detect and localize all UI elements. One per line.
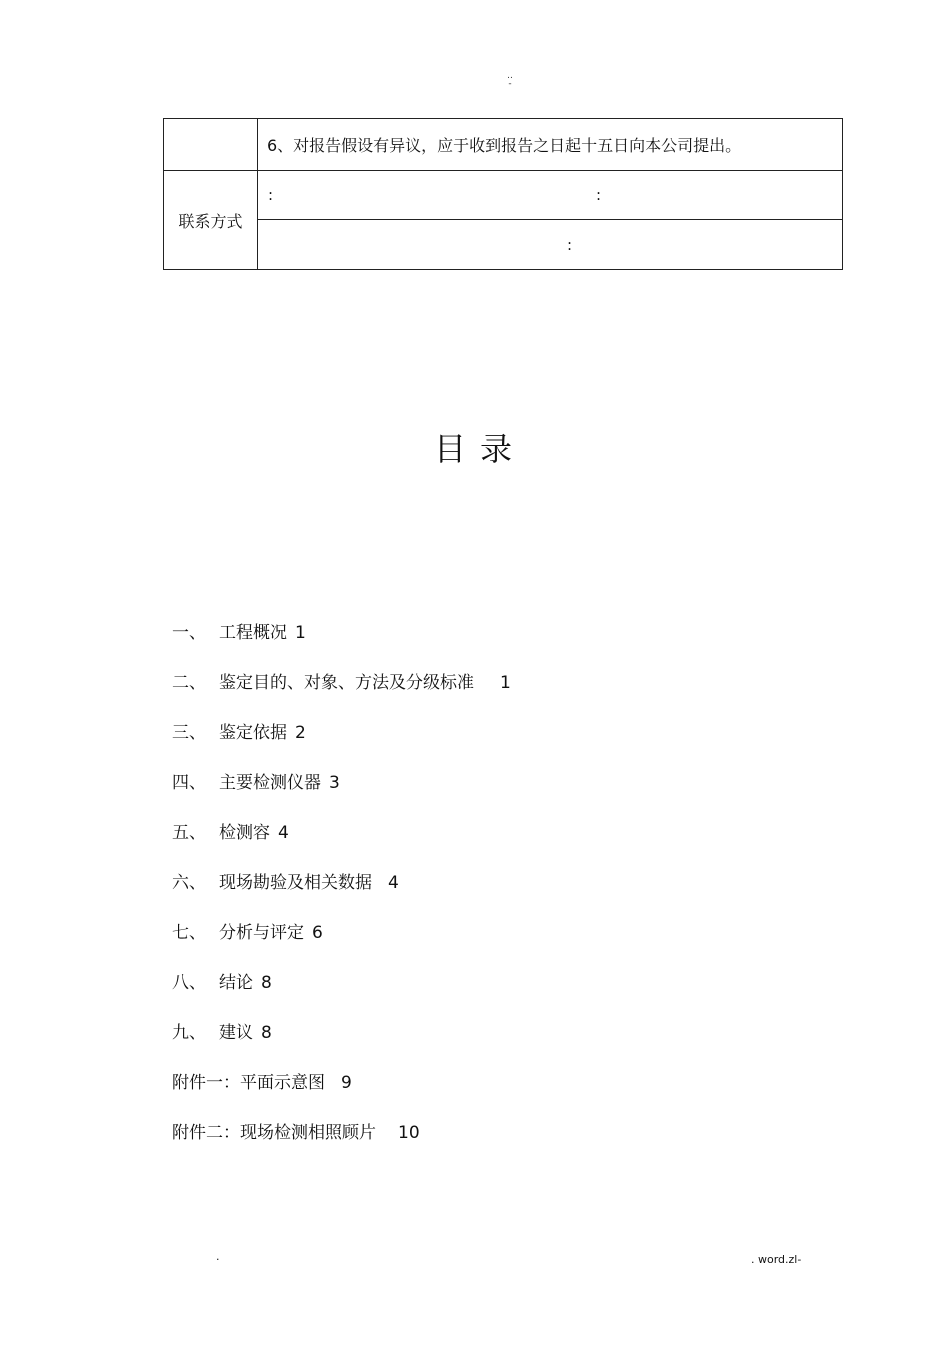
toc-item[interactable]: [172, 922, 511, 972]
toc-item-title: 检测容: [219, 823, 270, 843]
toc-item[interactable]: [172, 672, 511, 722]
toc-item-number: 二、: [172, 673, 206, 693]
table-row: [164, 119, 843, 171]
toc-item-page: 6: [312, 923, 323, 943]
toc-item-title: 现场勘验及相关数据: [219, 873, 372, 893]
objection-note: 6、对报告假设有异议，应于收到报告之日起十五日向本公司提出。: [258, 119, 843, 171]
toc-item-number: 六、: [172, 873, 206, 893]
footer-right-text: . word.zl-: [751, 1253, 802, 1266]
toc-item-page: 2: [295, 723, 306, 743]
header-mark-bottom: -: [508, 79, 512, 89]
contact-colon: :: [567, 235, 573, 254]
toc-item-title: 建议: [219, 1023, 253, 1043]
toc-item-page: 8: [261, 1023, 272, 1043]
toc-list: [172, 622, 511, 1172]
toc-item-page: 1: [295, 623, 306, 643]
table-cell-empty: [164, 119, 258, 171]
header-mark-top: ..: [507, 71, 513, 81]
toc-item-title: 分析与评定: [219, 923, 304, 943]
toc-item-title: 鉴定依据: [219, 723, 287, 743]
contact-colon: :: [596, 186, 602, 204]
toc-item-page: 4: [278, 823, 289, 843]
footer-left-mark: .: [216, 1250, 220, 1263]
toc-item[interactable]: [172, 972, 511, 1022]
toc-item-number: 九、: [172, 1023, 206, 1043]
toc-title: 目录: [433, 430, 526, 468]
page-header-mark: [500, 72, 520, 88]
toc-item-page: 8: [261, 973, 272, 993]
toc-item[interactable]: [172, 1022, 511, 1072]
toc-item[interactable]: [172, 822, 511, 872]
contact-label: 联系方式: [164, 171, 258, 270]
toc-item-number: 一、: [172, 623, 206, 643]
table-row: [164, 171, 843, 220]
table-row: [164, 220, 843, 270]
toc-item-page: 9: [341, 1073, 352, 1093]
toc-item-title: 主要检测仪器: [219, 773, 321, 793]
toc-item-number: 四、: [172, 773, 206, 793]
toc-item[interactable]: [172, 772, 511, 822]
toc-item[interactable]: [172, 1072, 511, 1122]
toc-item[interactable]: [172, 622, 511, 672]
toc-item-number: 七、: [172, 923, 206, 943]
report-info-table: [163, 118, 843, 270]
toc-item-title: 附件一：平面示意图: [172, 1073, 325, 1093]
contact-cell: [258, 220, 843, 270]
contact-colon: :: [268, 186, 274, 204]
toc-item-page: 1: [500, 673, 511, 693]
toc-item[interactable]: [172, 722, 511, 772]
toc-item-page: 10: [398, 1123, 420, 1143]
toc-item-title: 鉴定目的、对象、方法及分级标准: [219, 673, 474, 693]
toc-item-number: 五、: [172, 823, 206, 843]
toc-item-number: 八、: [172, 973, 206, 993]
toc-item-title: 附件二：现场检测相照顾片: [172, 1123, 376, 1143]
toc-item-title: 工程概况: [219, 623, 287, 643]
toc-item-page: 3: [329, 773, 340, 793]
toc-item[interactable]: [172, 872, 511, 922]
toc-item[interactable]: [172, 1122, 511, 1172]
toc-item-number: 三、: [172, 723, 206, 743]
toc-item-page: 4: [388, 873, 399, 893]
contact-cell: [258, 171, 843, 220]
toc-item-title: 结论: [219, 973, 253, 993]
